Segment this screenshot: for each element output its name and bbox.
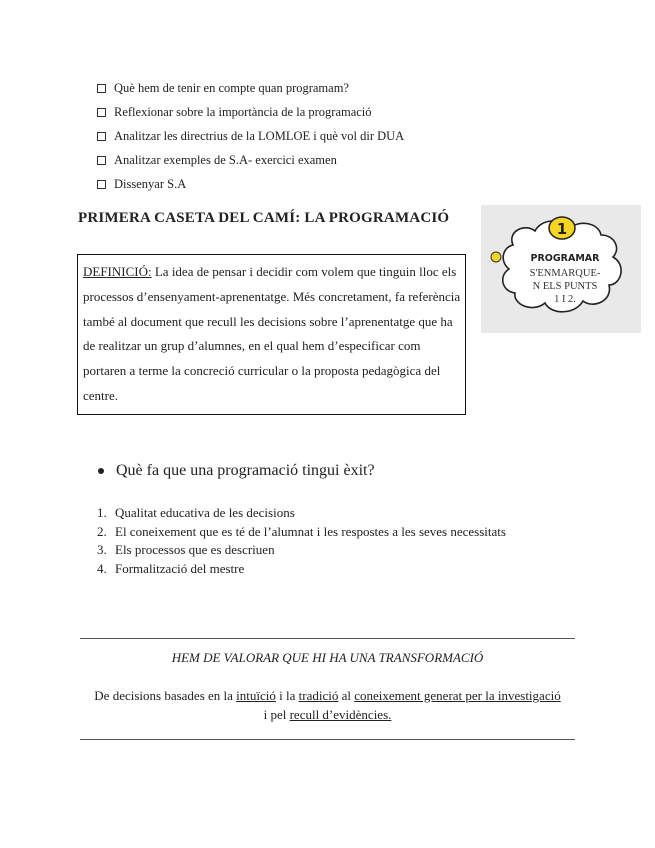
banner-text-part: al [338,688,355,703]
banner-text-part: De decisions basades en la [94,688,237,703]
criteria-number: 4. [97,560,107,576]
bottom-divider [80,739,575,740]
sketch-number: 1 [556,220,568,238]
banner-underlined: coneixement generat per la investigació [354,688,561,703]
banner-text-part: i pel [263,707,290,722]
checklist-label: Què hem de tenir en compte quan programam? [114,80,349,95]
banner-text-part: i la [275,688,299,703]
banner-underlined: intuïció [236,688,276,703]
banner-title: HEM DE VALORAR QUE HI HA UNA TRANSFORMACIÓ [171,650,484,665]
criteria-item [97,523,506,542]
question-item [98,462,375,480]
sketch-image [481,205,641,333]
definition-label: DEFINICIÓ: [83,264,152,279]
cloud-sketch-illustration [481,205,641,333]
criteria-item [97,560,506,579]
checklist-item[interactable] [97,124,404,148]
criteria-text: Formalització del mestre [115,560,245,576]
checklist-label: Dissenyar S.A [114,176,187,191]
criteria-item [97,504,506,523]
criteria-text: Qualitat educativa de les decisions [115,505,295,521]
checklist-label: Analitzar les directrius de la LOMLOE i què vol dir DUA [114,128,405,143]
criteria-list [97,504,506,578]
bullet-icon [98,468,104,474]
checkbox[interactable] [97,156,106,165]
sketch-line-1: S'ENMARQUE- [529,268,601,279]
banner-underlined: tradició [298,688,339,703]
checklist-label: Reflexionar sobre la importància de la programació [114,104,372,119]
checklist-item[interactable] [97,100,404,124]
criteria-text: Els processos que es descriuen [115,542,275,558]
criteria-item [97,541,506,560]
banner-underlined: recull d’evidències. [289,707,392,722]
criteria-number: 3. [97,542,107,558]
criteria-number: 2. [97,523,107,539]
yellow-dot [491,252,501,262]
criteria-text: El coneixement que es té de l’alumnat i les respostes a les seves necessitats [115,523,506,539]
definition-text: La idea de pensar i decidir com volem que tinguin lloc els processos d’ensenyament-aprenentatge. Més concretament, fa referència també al document que recull les decisions sobre l’aprenentatge que ha de realitzar un grup d’alumnes, en el qual hem d’especificar com portaren a terme la concreció curricular o la proposta pedagògica del centre. [83,264,461,403]
section-title: PRIMERA CASETA DEL CAMÍ: LA PROGRAMACIÓ [78,210,450,226]
definition-box [77,254,466,415]
sketch-line-3: 1 I 2. [554,294,576,305]
criteria-number: 1. [97,505,107,521]
checkbox[interactable] [97,180,106,189]
checkbox[interactable] [97,108,106,117]
checklist-item[interactable] [97,76,404,100]
checklist-item[interactable] [97,148,404,172]
checklist-label: Analitzar exemples de S.A- exercici examen [114,152,337,167]
banner-text [92,686,563,724]
sketch-title: PROGRAMAR [530,253,600,264]
question-text: Què fa que una programació tingui èxit? [116,462,375,479]
checkbox[interactable] [97,84,106,93]
checkbox[interactable] [97,132,106,141]
checklist [97,76,404,196]
sketch-line-2: N ELS PUNTS [532,281,598,292]
checklist-item[interactable] [97,172,404,196]
top-divider [80,638,575,639]
